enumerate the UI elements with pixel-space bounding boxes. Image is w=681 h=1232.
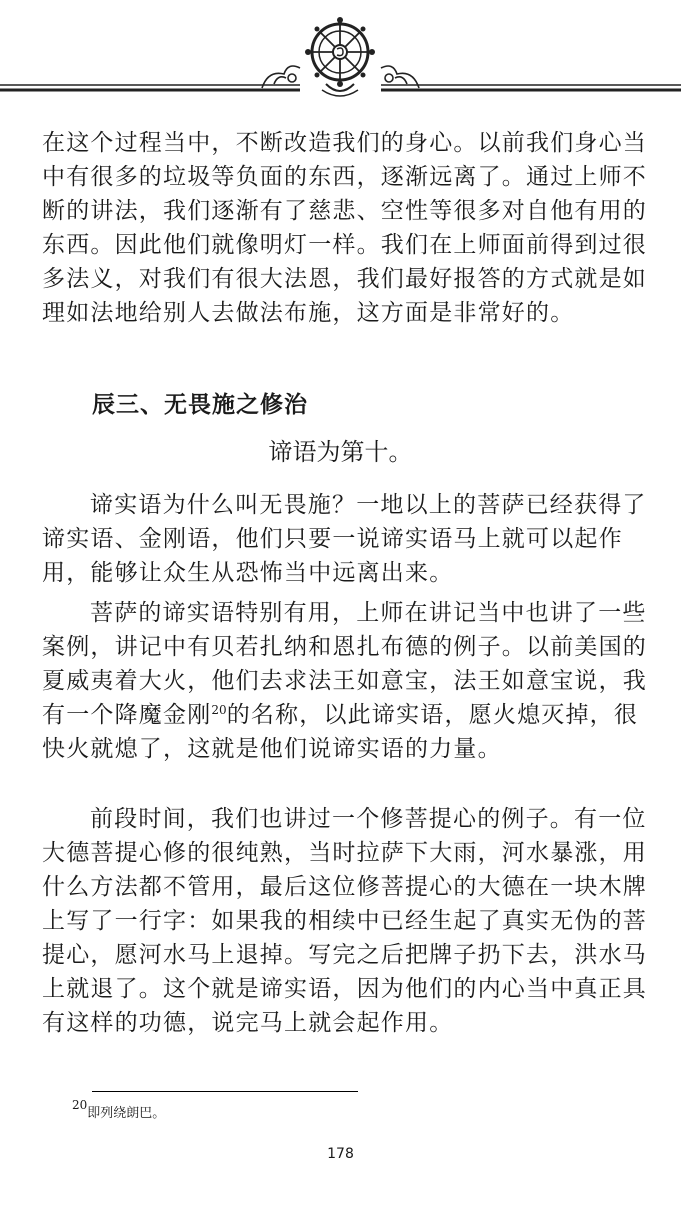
verse-line: 谛语为第十。	[268, 438, 413, 466]
page-number: 178	[327, 1146, 354, 1162]
footnote-number: 20	[72, 1098, 88, 1112]
paragraph-1: 在这个过程当中，不断改造我们的身心。以前我们身心当中有很多的垃圾等负面的东西，逐渐远离了。通过上师不断的讲法，我们逐渐有了慈悲、空性等很多对自他有用的东西。因此他们就像明灯一样。我们在上师面前得到过很多法义，对我们有很大法恩，我们最好报答的方式就是如理如法地给别人去做法布施，这方面是非常好的。	[42, 130, 647, 326]
header-ornament	[0, 0, 681, 110]
paragraph-2: 谛实语为什么叫无畏施？一地以上的菩萨已经获得了谛实语、金刚语，他们只要一说谛实语马上就可以起作用，能够让众生从恐怖当中远离出来。	[42, 492, 647, 586]
footnote	[72, 1098, 166, 1124]
paragraph-3	[42, 596, 654, 766]
paragraph-4: 前段时间，我们也讲过一个修菩提心的例子。有一位大德菩提心修的很纯熟，当时拉萨下大雨，河水暴涨，用什么方法都不管用，最后这位修菩提心的大德在一块木牌上写了一行字：如果我的相续中已经生起了真实无伪的菩提心，愿河水马上退掉。写完之后把牌子扔下去，洪水马上就退了。这个就是谛实语，因为他们的内心当中真正具有这样的功德，说完马上就会起作用。	[42, 806, 647, 1036]
dharma-wheel-icon	[305, 17, 375, 96]
footnote-divider	[92, 1091, 358, 1092]
paragraph-3-part-2: 的名称，以此谛实语，愿火熄灭掉，很快火就熄了，这就是他们说谛实语的力量。	[42, 702, 639, 762]
footnote-text: 即列绕朗巴。	[87, 1106, 166, 1121]
paragraph-3-part-1: 菩萨的谛实语特别有用，上师在讲记当中也讲了一些案例，讲记中有贝若扎纳和恩扎布德的例子。以前美国的夏威夷着大火，他们去求法王如意宝，法王如意宝说，我有一个降魔金刚	[42, 600, 647, 728]
section-subheading: 辰三、无畏施之修治	[92, 391, 308, 418]
footnote-reference[interactable]: 20	[211, 703, 227, 717]
